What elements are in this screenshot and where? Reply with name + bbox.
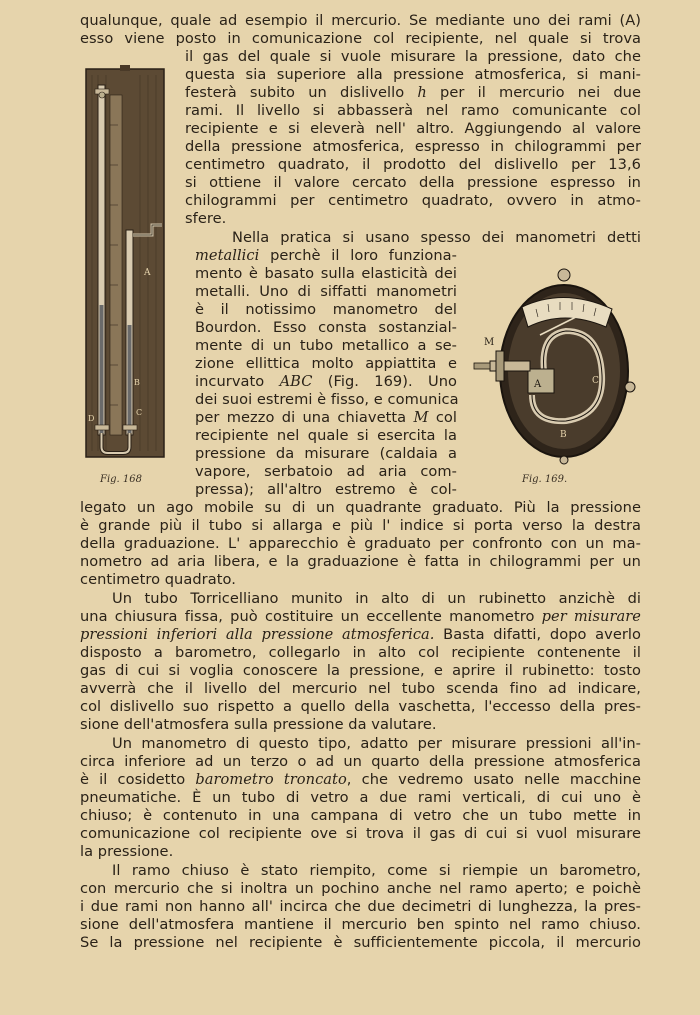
text-line: si ottiene il valore cercato della pressione espresso in bbox=[185, 174, 641, 191]
text-line: metallici perchè il loro funziona- bbox=[195, 247, 457, 264]
text-line: è il notissimo manometro del bbox=[195, 301, 457, 318]
text-line: sione dell'atmosfera sulla pressione da valutare. bbox=[80, 716, 437, 733]
text-line: circa inferiore ad un terzo o ad un quarto della pressione atmosferica bbox=[80, 753, 641, 770]
text-line: Un manometro di questo tipo, adatto per misurare pressioni all'in- bbox=[112, 735, 641, 752]
figure-168-manometer bbox=[82, 65, 192, 460]
text-line: nometro ad aria libera, e la graduazione è fatta in chilogrammi per un bbox=[80, 553, 641, 570]
text-line: Bourdon. Esso consta sostanzial- bbox=[195, 319, 457, 336]
text-line: Nella pratica si usano spesso dei manometri detti bbox=[232, 229, 641, 246]
text-line: la pressione. bbox=[80, 843, 174, 860]
text-line: mento è basato sulla elasticità dei bbox=[195, 265, 457, 282]
text-line: dei suoi estremi è fisso, e comunica bbox=[195, 391, 459, 408]
text-line: è il cosidetto barometro troncato, che vedremo usato nelle macchine bbox=[80, 771, 642, 788]
text-line: Se la pressione nel recipiente è sufficientemente piccola, il mercurio bbox=[80, 934, 641, 951]
text-line: per mezzo di una chiavetta M col bbox=[195, 409, 457, 426]
text-line: con mercurio che si inoltra un pochino anche nel ramo aperto; e poichè bbox=[80, 880, 641, 897]
fig169-label-b: B bbox=[560, 430, 567, 440]
text-line: pneumatiche. È un tubo di vetro a due rami verticali, di cui uno è bbox=[80, 789, 641, 806]
text-line: il gas del quale si vuole misurare la pressione, dato che bbox=[185, 48, 641, 65]
text-line: della graduazione. L' apparecchio è graduato per confronto con un ma- bbox=[80, 535, 641, 552]
text-line: pressioni inferiori alla pressione atmosferica. Basta difatti, dopo averlo bbox=[80, 626, 641, 643]
text-line: mente di un tubo metallico a se- bbox=[195, 337, 457, 354]
text-line: sione dell'atmosfera mantiene il mercurio ben spinto nel ramo chiuso. bbox=[80, 916, 641, 933]
text-line: gas di cui si voglia conoscere la pressione, e aprire il rubinetto: tosto bbox=[80, 662, 641, 679]
fig168-label-d: D bbox=[88, 414, 95, 423]
fig168-label-b: B bbox=[134, 378, 140, 387]
text-line: pressa); all'altro estremo è col- bbox=[195, 481, 457, 498]
text-line: rami. Il livello si abbasserà nel ramo comunicante col bbox=[185, 102, 641, 119]
figure-169-bourdon-manometer bbox=[470, 265, 645, 465]
text-line: recipiente nel quale si esercita la bbox=[195, 427, 457, 444]
fig168-label-c: C bbox=[136, 408, 143, 417]
text-line: una chiusura fissa, può costituire un eccellente manometro per misurare bbox=[80, 608, 641, 625]
text-line: chilogrammi per centimetro quadrato, ovvero in atmo- bbox=[185, 192, 641, 209]
text-line: pressione da misurare (caldaia a bbox=[195, 445, 457, 462]
text-line: zione ellittica molto appiattita e bbox=[195, 355, 457, 372]
text-line: recipiente e si eleverà nell' altro. Aggiungendo al valore bbox=[185, 120, 641, 137]
text-line: i due rami non hanno all' incirca che due decimetri di lunghezza, la pres- bbox=[80, 898, 641, 915]
text-line: centimetro quadrato. bbox=[80, 571, 236, 588]
text-line: è grande più il tubo si allarga e più l' indice si porta verso la destra bbox=[80, 517, 641, 534]
text-line: qualunque, quale ad esempio il mercurio. Se mediante uno dei rami (A) bbox=[80, 12, 641, 29]
fig168-label-a: A bbox=[144, 268, 151, 278]
fig169-label-c: C bbox=[592, 376, 599, 386]
text-line: Un tubo Torricelliano munito in alto di un rubinetto anzichè di bbox=[112, 590, 641, 607]
fig169-label-a: A bbox=[534, 379, 542, 390]
text-line: legato un ago mobile su di un quadrante graduato. Più la pressione bbox=[80, 499, 641, 516]
text-line: comunicazione col recipiente ove si trova il gas di cui si vuol misurare bbox=[80, 825, 641, 842]
text-line: esso viene posto in comunicazione col recipiente, nel quale si trova bbox=[80, 30, 641, 47]
text-line: festerà subito un dislivello h per il mercurio nei due bbox=[185, 84, 642, 101]
text-line: questa sia superiore alla pressione atmosferica, si mani- bbox=[185, 66, 641, 83]
text-line: incurvato ABC (Fig. 169). Uno bbox=[195, 373, 457, 390]
text-line: chiuso; è contenuto in una campana di vetro che un tubo mette in bbox=[80, 807, 641, 824]
figure-168-caption: Fig. 168 bbox=[100, 474, 142, 485]
text-line: col dislivello suo rispetto a quello della vaschetta, l'eccesso della pres- bbox=[80, 698, 641, 715]
figure-169-caption: Fig. 169. bbox=[522, 474, 568, 485]
text-line: metalli. Uno di siffatti manometri bbox=[195, 283, 457, 300]
text-line: centimetro quadrato, il prodotto del dislivello per 13,6 bbox=[185, 156, 641, 173]
text-line: della pressione atmosferica, espresso in chilogrammi per bbox=[185, 138, 641, 155]
text-line: sfere. bbox=[185, 210, 227, 227]
text-line: Il ramo chiuso è stato riempito, come si riempie un barometro, bbox=[112, 862, 641, 879]
text-line: vapore, serbatoio ad aria com- bbox=[195, 463, 457, 480]
text-line: disposto a barometro, collegarlo in alto col recipiente contenente il bbox=[80, 644, 641, 661]
text-line: avverrà che il livello del mercurio nel tubo scenda fino ad indicare, bbox=[80, 680, 641, 697]
fig169-label-m: M bbox=[484, 337, 495, 348]
